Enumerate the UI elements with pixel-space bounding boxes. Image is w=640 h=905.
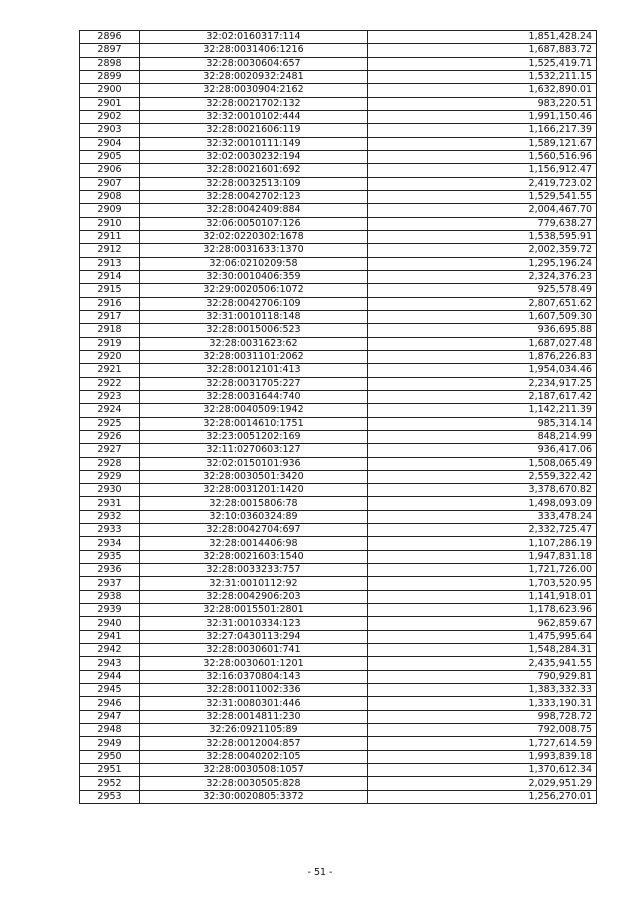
table-row — [80, 777, 597, 790]
amount-cell: 1,370,612.34 — [368, 764, 597, 777]
row-number-cell: 2927 — [80, 444, 140, 457]
cadastral-code-cell: 32:28:0042702:123 — [140, 190, 368, 203]
cadastral-code-cell: 32:28:0015501:2801 — [140, 604, 368, 617]
cadastral-code-cell: 32:32:0010111:149 — [140, 137, 368, 150]
amount-cell: 1,141,918.01 — [368, 590, 597, 603]
row-number-cell: 2935 — [80, 550, 140, 563]
row-number-cell: 2920 — [80, 350, 140, 363]
table-row — [80, 670, 597, 683]
row-number-cell: 2941 — [80, 630, 140, 643]
row-number-cell: 2946 — [80, 697, 140, 710]
cadastral-code-cell: 32:28:0030604:657 — [140, 57, 368, 70]
amount-cell: 1,876,226.83 — [368, 350, 597, 363]
table-row — [80, 70, 597, 83]
amount-cell: 1,560,516.96 — [368, 150, 597, 163]
cadastral-code-cell: 32:28:0014610:1751 — [140, 417, 368, 430]
row-number-cell: 2905 — [80, 150, 140, 163]
table-row — [80, 257, 597, 270]
amount-cell: 1,142,211.39 — [368, 404, 597, 417]
table-row — [80, 404, 597, 417]
row-number-cell: 2919 — [80, 337, 140, 350]
row-number-cell: 2916 — [80, 297, 140, 310]
table-row — [80, 577, 597, 590]
amount-cell: 1,107,286.19 — [368, 537, 597, 550]
table-row — [80, 57, 597, 70]
amount-cell: 1,508,065.49 — [368, 457, 597, 470]
amount-cell: 779,638.27 — [368, 217, 597, 230]
row-number-cell: 2896 — [80, 31, 140, 44]
cadastral-code-cell: 32:06:0210209:58 — [140, 257, 368, 270]
row-number-cell: 2931 — [80, 497, 140, 510]
table-row — [80, 710, 597, 723]
row-number-cell: 2949 — [80, 737, 140, 750]
row-number-cell: 2912 — [80, 244, 140, 257]
row-number-cell: 2921 — [80, 364, 140, 377]
row-number-cell: 2913 — [80, 257, 140, 270]
row-number-cell: 2948 — [80, 724, 140, 737]
table-row — [80, 110, 597, 123]
table-row — [80, 590, 597, 603]
row-number-cell: 2933 — [80, 524, 140, 537]
table-row — [80, 137, 597, 150]
cadastral-code-cell: 32:16:0370804:143 — [140, 670, 368, 683]
cadastral-code-cell: 32:06:0050107:126 — [140, 217, 368, 230]
amount-cell: 925,578.49 — [368, 284, 597, 297]
row-number-cell: 2897 — [80, 44, 140, 57]
cadastral-code-cell: 32:28:0021601:692 — [140, 164, 368, 177]
row-number-cell: 2943 — [80, 657, 140, 670]
table-row — [80, 31, 597, 44]
row-number-cell: 2917 — [80, 310, 140, 323]
amount-cell: 1,721,726.00 — [368, 564, 597, 577]
table-row — [80, 230, 597, 243]
amount-cell: 1,156,912.47 — [368, 164, 597, 177]
amount-cell: 1,256,270.01 — [368, 790, 597, 803]
cadastral-code-cell: 32:28:0040509:1942 — [140, 404, 368, 417]
cadastral-code-cell: 32:28:0015006:523 — [140, 324, 368, 337]
table-row — [80, 44, 597, 57]
cadastral-code-cell: 32:28:0014406:98 — [140, 537, 368, 550]
cadastral-code-cell: 32:28:0021702:132 — [140, 97, 368, 110]
table-row — [80, 497, 597, 510]
amount-cell: 1,525,419.71 — [368, 57, 597, 70]
row-number-cell: 2898 — [80, 57, 140, 70]
row-number-cell: 2903 — [80, 124, 140, 137]
amount-cell: 2,807,651.62 — [368, 297, 597, 310]
amount-cell: 1,954,034.46 — [368, 364, 597, 377]
cadastral-code-cell: 32:28:0031644:740 — [140, 390, 368, 403]
row-number-cell: 2914 — [80, 270, 140, 283]
table-row — [80, 204, 597, 217]
table-row — [80, 124, 597, 137]
amount-cell: 1,475,995.64 — [368, 630, 597, 643]
table-row — [80, 510, 597, 523]
cadastral-code-cell: 32:28:0042706:109 — [140, 297, 368, 310]
amount-cell: 1,947,831.18 — [368, 550, 597, 563]
amount-cell: 1,178,623.96 — [368, 604, 597, 617]
table-row — [80, 150, 597, 163]
amount-cell: 2,435,941.55 — [368, 657, 597, 670]
table-row — [80, 270, 597, 283]
cadastral-code-cell: 32:29:0020506:1072 — [140, 284, 368, 297]
table-row — [80, 457, 597, 470]
table-row — [80, 697, 597, 710]
cadastral-code-cell: 32:02:0150101:936 — [140, 457, 368, 470]
amount-cell: 1,687,883.72 — [368, 44, 597, 57]
row-number-cell: 2936 — [80, 564, 140, 577]
cadastral-code-cell: 32:28:0021603:1540 — [140, 550, 368, 563]
amount-cell: 1,687,027.48 — [368, 337, 597, 350]
table-row — [80, 524, 597, 537]
table-row — [80, 644, 597, 657]
row-number-cell: 2942 — [80, 644, 140, 657]
row-number-cell: 2926 — [80, 430, 140, 443]
table-row — [80, 430, 597, 443]
table-row — [80, 324, 597, 337]
amount-cell: 936,695.88 — [368, 324, 597, 337]
amount-cell: 2,324,376.23 — [368, 270, 597, 283]
cadastral-code-cell: 32:02:0220302:1678 — [140, 230, 368, 243]
cadastral-code-cell: 32:28:0030904:2162 — [140, 84, 368, 97]
table-row — [80, 337, 597, 350]
amount-cell: 1,498,093.09 — [368, 497, 597, 510]
amount-cell: 1,538,595.91 — [368, 230, 597, 243]
table-row — [80, 177, 597, 190]
row-number-cell: 2918 — [80, 324, 140, 337]
table-row — [80, 390, 597, 403]
table-row — [80, 217, 597, 230]
amount-cell: 1,333,190.31 — [368, 697, 597, 710]
row-number-cell: 2940 — [80, 617, 140, 630]
amount-cell: 1,383,332.33 — [368, 684, 597, 697]
cadastral-code-cell: 32:30:0010406:359 — [140, 270, 368, 283]
amount-cell: 962,859.67 — [368, 617, 597, 630]
row-number-cell: 2937 — [80, 577, 140, 590]
amount-cell: 848,214.99 — [368, 430, 597, 443]
amount-cell: 1,703,520.95 — [368, 577, 597, 590]
amount-cell: 2,332,725.47 — [368, 524, 597, 537]
amount-cell: 1,529,541.55 — [368, 190, 597, 203]
row-number-cell: 2928 — [80, 457, 140, 470]
cadastral-code-cell: 32:28:0012004:857 — [140, 737, 368, 750]
row-number-cell: 2938 — [80, 590, 140, 603]
row-number-cell: 2944 — [80, 670, 140, 683]
cadastral-code-cell: 32:26:0921105:89 — [140, 724, 368, 737]
table-row — [80, 724, 597, 737]
amount-cell: 2,419,723.02 — [368, 177, 597, 190]
table-row — [80, 764, 597, 777]
table-row — [80, 630, 597, 643]
amount-cell: 1,991,150.46 — [368, 110, 597, 123]
row-number-cell: 2953 — [80, 790, 140, 803]
cadastral-code-cell: 32:30:0020805:3372 — [140, 790, 368, 803]
table-row — [80, 684, 597, 697]
cadastral-code-cell: 32:31:0010334:123 — [140, 617, 368, 630]
cadastral-code-cell: 32:28:0031633:1370 — [140, 244, 368, 257]
row-number-cell: 2930 — [80, 484, 140, 497]
cadastral-code-cell: 32:28:0030601:741 — [140, 644, 368, 657]
cadastral-code-cell: 32:28:0042409:884 — [140, 204, 368, 217]
amount-cell: 983,220.51 — [368, 97, 597, 110]
row-number-cell: 2899 — [80, 70, 140, 83]
amount-cell: 1,589,121.67 — [368, 137, 597, 150]
table-row — [80, 97, 597, 110]
cadastral-code-cell: 32:23:0051202:169 — [140, 430, 368, 443]
row-number-cell: 2945 — [80, 684, 140, 697]
row-number-cell: 2925 — [80, 417, 140, 430]
row-number-cell: 2911 — [80, 230, 140, 243]
cadastral-code-cell: 32:28:0032513:109 — [140, 177, 368, 190]
row-number-cell: 2910 — [80, 217, 140, 230]
table-row — [80, 417, 597, 430]
table-row — [80, 470, 597, 483]
row-number-cell: 2904 — [80, 137, 140, 150]
amount-cell: 1,548,284.31 — [368, 644, 597, 657]
cadastral-code-cell: 32:27:0430113:294 — [140, 630, 368, 643]
table-row — [80, 297, 597, 310]
cadastral-code-cell: 32:02:0030232:194 — [140, 150, 368, 163]
page-number: - 51 - — [307, 867, 333, 878]
cadastral-code-cell: 32:28:0031101:2062 — [140, 350, 368, 363]
table-row — [80, 564, 597, 577]
table-body — [80, 31, 597, 804]
amount-cell: 3,378,670.82 — [368, 484, 597, 497]
row-number-cell: 2939 — [80, 604, 140, 617]
amount-cell: 792,008.75 — [368, 724, 597, 737]
amount-cell: 1,632,890.01 — [368, 84, 597, 97]
row-number-cell: 2934 — [80, 537, 140, 550]
row-number-cell: 2923 — [80, 390, 140, 403]
row-number-cell: 2908 — [80, 190, 140, 203]
cadastral-code-cell: 32:10:0360324:89 — [140, 510, 368, 523]
cadastral-code-cell: 32:28:0042906:203 — [140, 590, 368, 603]
cadastral-code-cell: 32:31:0010118:148 — [140, 310, 368, 323]
data-table — [79, 30, 597, 804]
table-row — [80, 364, 597, 377]
amount-cell: 1,993,839.18 — [368, 750, 597, 763]
cadastral-code-cell: 32:28:0030508:1057 — [140, 764, 368, 777]
cadastral-code-cell: 32:31:0010112:92 — [140, 577, 368, 590]
row-number-cell: 2900 — [80, 84, 140, 97]
table-row — [80, 310, 597, 323]
row-number-cell: 2951 — [80, 764, 140, 777]
row-number-cell: 2906 — [80, 164, 140, 177]
row-number-cell: 2922 — [80, 377, 140, 390]
amount-cell: 2,004,467.70 — [368, 204, 597, 217]
amount-cell: 2,187,617.42 — [368, 390, 597, 403]
table-row — [80, 190, 597, 203]
cadastral-code-cell: 32:32:0010102:444 — [140, 110, 368, 123]
cadastral-code-cell: 32:28:0042704:697 — [140, 524, 368, 537]
table-row — [80, 737, 597, 750]
cadastral-code-cell: 32:31:0080301:446 — [140, 697, 368, 710]
table-row — [80, 444, 597, 457]
row-number-cell: 2909 — [80, 204, 140, 217]
amount-cell: 2,029,951.29 — [368, 777, 597, 790]
row-number-cell: 2907 — [80, 177, 140, 190]
row-number-cell: 2929 — [80, 470, 140, 483]
amount-cell: 2,559,322.42 — [368, 470, 597, 483]
cadastral-code-cell: 32:28:0014811:230 — [140, 710, 368, 723]
cadastral-code-cell: 32:28:0030505:828 — [140, 777, 368, 790]
table-row — [80, 377, 597, 390]
cadastral-code-cell: 32:28:0031406:1216 — [140, 44, 368, 57]
amount-cell: 790,929.81 — [368, 670, 597, 683]
row-number-cell: 2947 — [80, 710, 140, 723]
row-number-cell: 2932 — [80, 510, 140, 523]
amount-cell: 1,727,614.59 — [368, 737, 597, 750]
cadastral-code-cell: 32:28:0033233:757 — [140, 564, 368, 577]
amount-cell: 1,607,509.30 — [368, 310, 597, 323]
table-row — [80, 790, 597, 803]
cadastral-code-cell: 32:28:0021606:119 — [140, 124, 368, 137]
amount-cell: 1,851,428.24 — [368, 31, 597, 44]
amount-cell: 1,532,211.15 — [368, 70, 597, 83]
cadastral-code-cell: 32:28:0030501:3420 — [140, 470, 368, 483]
row-number-cell: 2952 — [80, 777, 140, 790]
amount-cell: 998,728.72 — [368, 710, 597, 723]
table-row — [80, 750, 597, 763]
table-row — [80, 350, 597, 363]
row-number-cell: 2915 — [80, 284, 140, 297]
amount-cell: 936,417.06 — [368, 444, 597, 457]
cadastral-code-cell: 32:11:0270603:127 — [140, 444, 368, 457]
amount-cell: 2,234,917.25 — [368, 377, 597, 390]
amount-cell: 985,314.14 — [368, 417, 597, 430]
table-row — [80, 484, 597, 497]
table-row — [80, 244, 597, 257]
row-number-cell: 2902 — [80, 110, 140, 123]
row-number-cell: 2950 — [80, 750, 140, 763]
cadastral-code-cell: 32:28:0012101:413 — [140, 364, 368, 377]
cadastral-code-cell: 32:28:0015806:78 — [140, 497, 368, 510]
cadastral-code-cell: 32:28:0011002:336 — [140, 684, 368, 697]
amount-cell: 1,166,217.39 — [368, 124, 597, 137]
cadastral-code-cell: 32:28:0020932:2481 — [140, 70, 368, 83]
cadastral-code-cell: 32:28:0030601:1201 — [140, 657, 368, 670]
cadastral-code-cell: 32:02:0160317:114 — [140, 31, 368, 44]
cadastral-code-cell: 32:28:0031705:227 — [140, 377, 368, 390]
table-row — [80, 84, 597, 97]
row-number-cell: 2901 — [80, 97, 140, 110]
table-row — [80, 550, 597, 563]
row-number-cell: 2924 — [80, 404, 140, 417]
cadastral-code-cell: 32:28:0040202:105 — [140, 750, 368, 763]
table-row — [80, 604, 597, 617]
amount-cell: 1,295,196.24 — [368, 257, 597, 270]
table-row — [80, 284, 597, 297]
amount-cell: 333,478.24 — [368, 510, 597, 523]
cadastral-code-cell: 32:28:0031201:1420 — [140, 484, 368, 497]
cadastral-code-cell: 32:28:0031623:62 — [140, 337, 368, 350]
table-row — [80, 617, 597, 630]
amount-cell: 2,002,359.72 — [368, 244, 597, 257]
table-row — [80, 164, 597, 177]
table-row — [80, 657, 597, 670]
table-row — [80, 537, 597, 550]
